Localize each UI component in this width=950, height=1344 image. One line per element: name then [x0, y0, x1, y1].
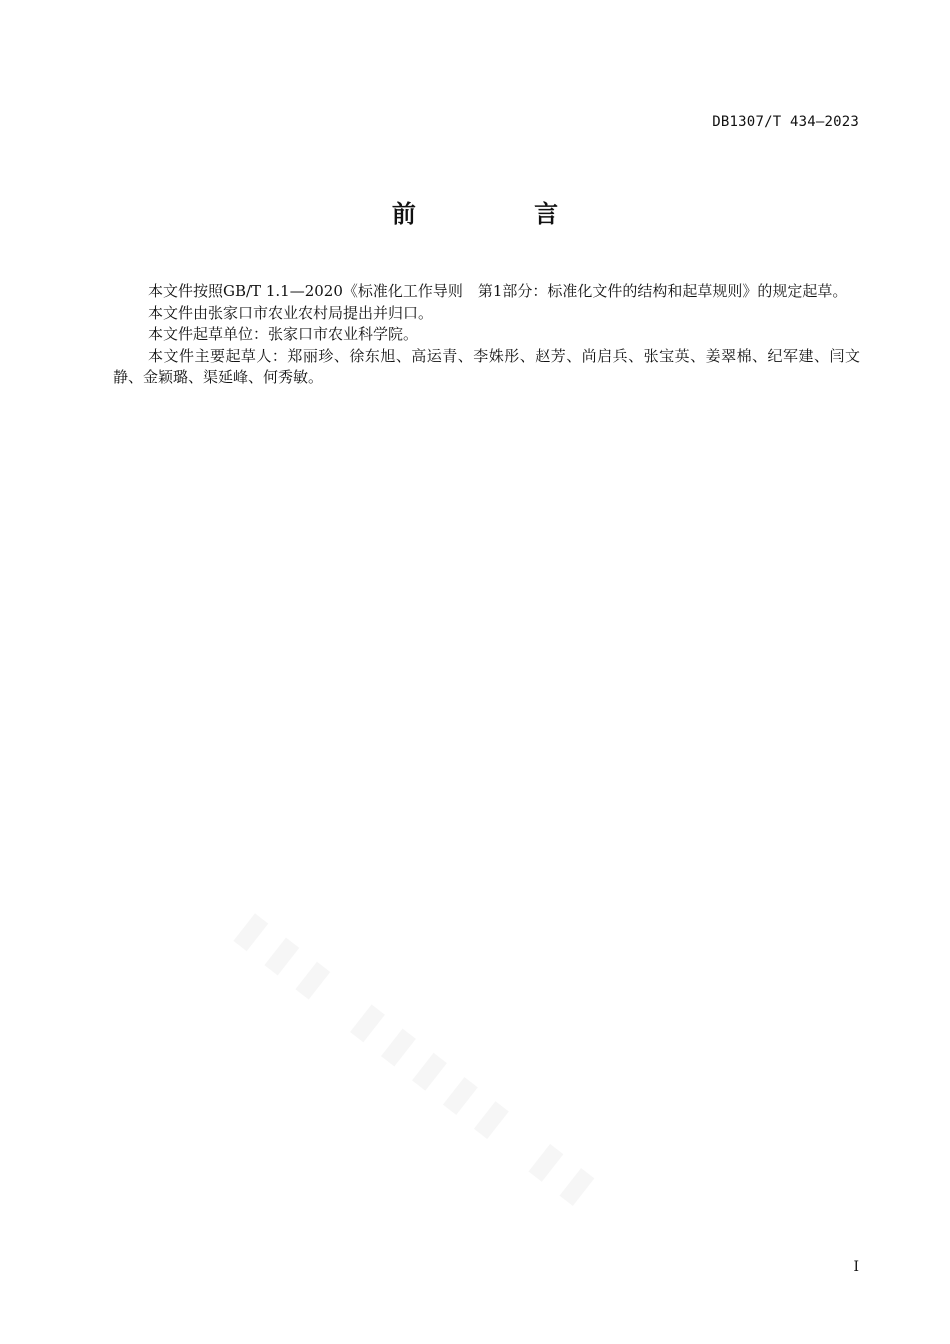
page-number: I — [853, 1259, 859, 1275]
paragraph-proposer: 本文件由张家口市农业农村局提出并归口。 — [148, 303, 434, 322]
paragraph-drafters: 本文件主要起草人：郑丽珍、徐东旭、高运青、李姝彤、赵芳、尚启兵、张宝英、姜翠棉、纪军建、闫文静、金颖璐、渠延峰、何秀敏。 — [113, 346, 860, 386]
faint-watermark — [227, 900, 617, 1222]
document-code: DB1307/T 434—2023 — [712, 114, 859, 130]
paragraph-drafting-unit: 本文件起草单位：张家口市农业科学院。 — [148, 325, 419, 343]
page-title: 前 言 — [391, 200, 614, 228]
foreword-body — [113, 281, 860, 389]
paragraph-drafting-rules: 本文件按照GB/T 1.1—2020《标准化工作导则 第1部分：标准化文件的结构和起草规则》的规定起草。 — [148, 282, 848, 300]
